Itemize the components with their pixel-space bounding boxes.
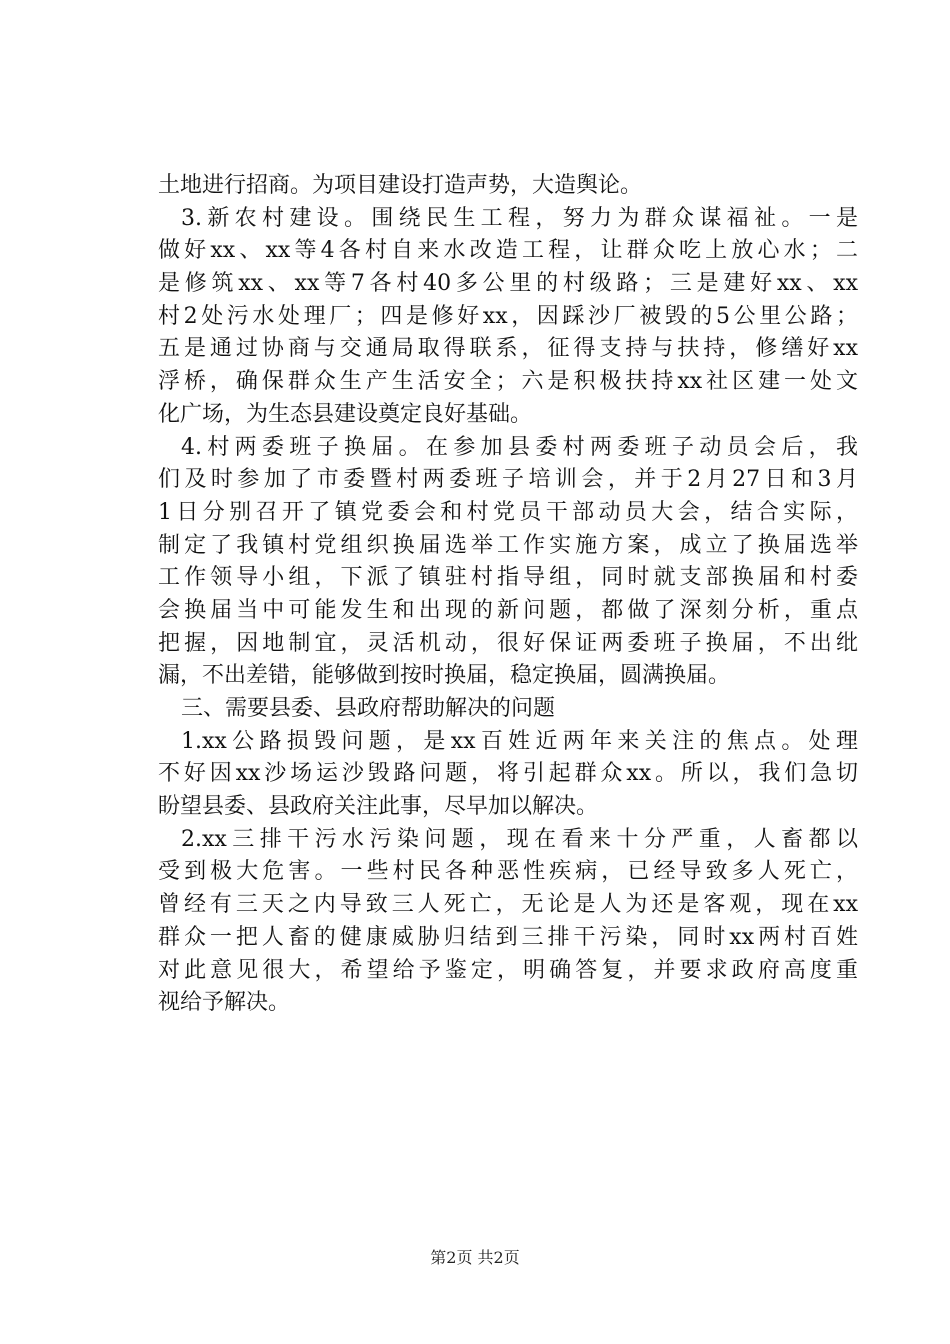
text-line: 做好xx、xx等4各村自来水改造工程，让群众吃上放心水；二 bbox=[158, 238, 858, 264]
text-line: 是修筑xx、xx等7各村40多公里的村级路；三是建好xx、xx bbox=[158, 271, 858, 297]
text-line: 1.xx公路损毁问题，是xx百姓近两年来关注的焦点。处理 bbox=[181, 728, 858, 754]
text-line: 2.xx三排干污水污染问题，现在看来十分严重，人畜都以 bbox=[181, 826, 858, 852]
text-line: 村2处污水处理厂；四是修好xx，因踩沙厂被毁的5公里公路； bbox=[158, 303, 858, 329]
text-line: 土地进行招商。为项目建设打造声势，大造舆论。 bbox=[158, 173, 643, 198]
text-line: 受到极大危害。一些村民各种恶性疾病，已经导致多人死亡， bbox=[158, 859, 858, 885]
text-line: 对此意见很大，希望给予鉴定，明确答复，并要求政府高度重 bbox=[158, 957, 858, 983]
page-footer: 第2页 共2页 bbox=[430, 1248, 520, 1267]
document-body bbox=[158, 170, 858, 1020]
text-line: 3.新农村建设。围绕民生工程，努力为群众谋福祉。一是 bbox=[181, 205, 858, 231]
text-line: 群众一把人畜的健康威胁归结到三排干污染，同时xx两村百姓 bbox=[158, 924, 858, 950]
text-line: 曾经有三天之内导致三人死亡，无论是人为还是客观，现在xx bbox=[158, 892, 858, 918]
text-line: 4.村两委班子换届。在参加县委村两委班子动员会后，我 bbox=[181, 434, 858, 460]
text-line: 工作领导小组，下派了镇驻村指导组，同时就支部换届和村委 bbox=[158, 565, 858, 591]
text-line: 浮桥，确保群众生产生活安全；六是积极扶持xx社区建一处文 bbox=[158, 369, 858, 395]
text-line: 不好因xx沙场运沙毁路问题，将引起群众xx。所以，我们急切 bbox=[158, 761, 858, 787]
text-line: 五是通过协商与交通局取得联系，征得支持与扶持，修缮好xx bbox=[158, 336, 858, 362]
text-line: 化广场，为生态县建设奠定良好基础。 bbox=[158, 401, 533, 427]
text-line: 们及时参加了市委暨村两委班子培训会，并于2月27日和3月 bbox=[158, 467, 858, 493]
text-line: 漏，不出差错，能够做到按时换届，稳定换届，圆满换届。 bbox=[158, 663, 731, 689]
text-line: 视给予解决。 bbox=[158, 990, 291, 1016]
text-line: 制定了我镇村党组织换届选举工作实施方案，成立了换届选举 bbox=[158, 532, 858, 558]
text-line: 会换届当中可能发生和出现的新问题，都做了深刻分析，重点 bbox=[158, 597, 858, 623]
text-line: 把握，因地制宜，灵活机动，很好保证两委班子换届，不出纰 bbox=[158, 630, 858, 656]
text-line: 盼望县委、县政府关注此事，尽早加以解决。 bbox=[158, 794, 599, 820]
text-line: 1日分别召开了镇党委会和村党员干部动员大会，结合实际， bbox=[158, 499, 858, 525]
text-line: 三、需要县委、县政府帮助解决的问题 bbox=[181, 696, 556, 721]
